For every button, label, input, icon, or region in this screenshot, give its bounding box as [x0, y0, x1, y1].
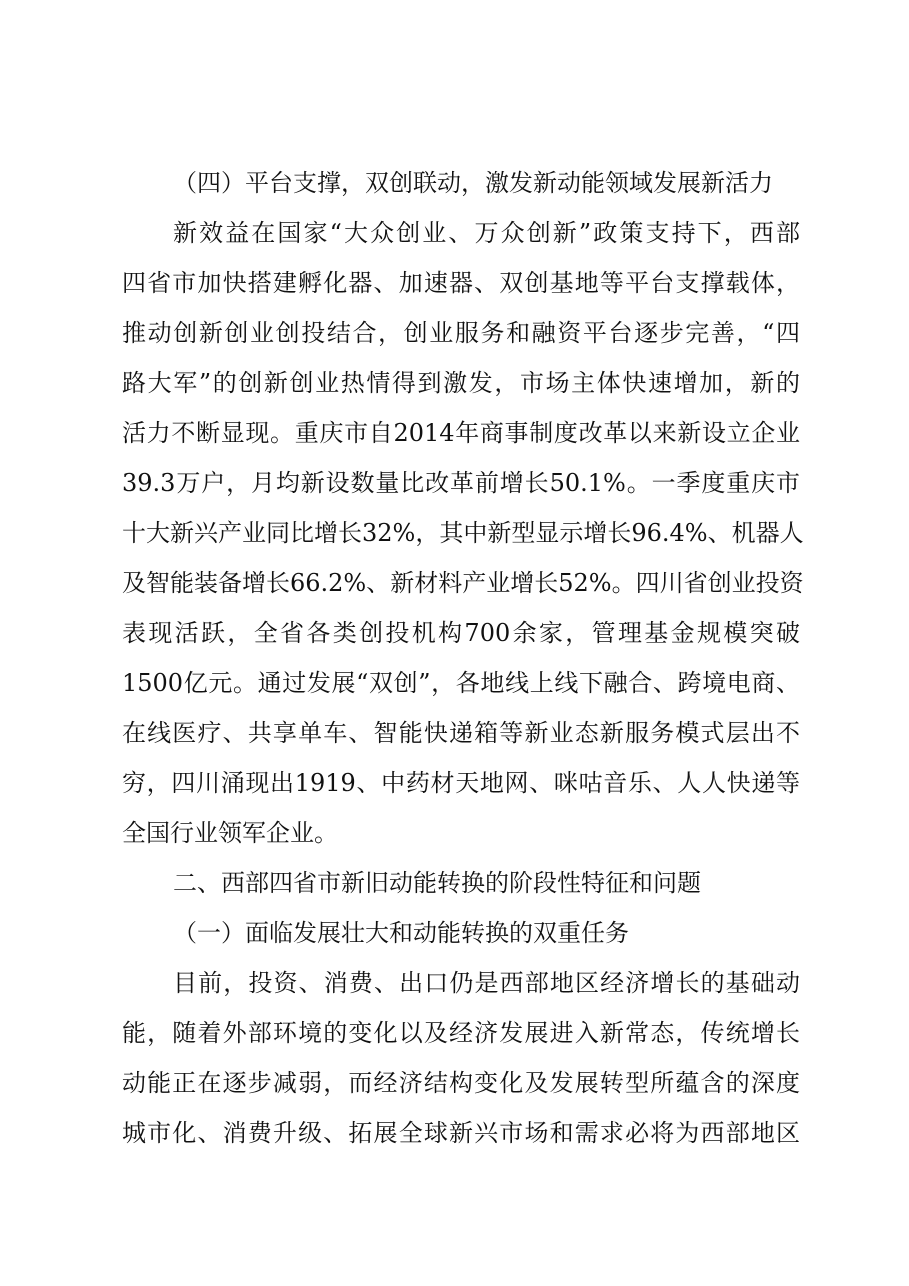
paragraph-line: 活力不断显现。重庆市自2014年商事制度改革以来新设立企业	[122, 419, 800, 447]
paragraph-line: 穷，四川涌现出1919、中药材天地网、咪咕音乐、人人快递等	[122, 769, 800, 797]
paragraph-line: 动能正在逐步减弱，而经济结构变化及发展转型所蕴含的深度	[122, 1069, 800, 1097]
subsection-heading: （一）面临发展壮大和动能转换的双重任务	[173, 919, 629, 947]
paragraph-line: 城市化、消费升级、拓展全球新兴市场和需求必将为西部地区	[122, 1119, 800, 1147]
paragraph-line: 能，随着外部环境的变化以及经济发展进入新常态，传统增长	[122, 1019, 800, 1047]
paragraph-line: 表现活跃，全省各类创投机构700余家，管理基金规模突破	[122, 619, 800, 647]
section-heading: 二、西部四省市新旧动能转换的阶段性特征和问题	[173, 869, 701, 897]
paragraph-line: 目前，投资、消费、出口仍是西部地区经济增长的基础动	[173, 969, 800, 997]
paragraph-line: 四省市加快搭建孵化器、加速器、双创基地等平台支撑载体，	[122, 269, 800, 297]
paragraph-line: 1500亿元。通过发展“双创”，各地线上线下融合、跨境电商、	[122, 669, 800, 697]
paragraph-line: 路大军”的创新创业热情得到激发，市场主体快速增加，新的	[122, 369, 800, 397]
paragraph-line: 39.3万户，月均新设数量比改革前增长50.1%。一季度重庆市	[122, 469, 800, 497]
paragraph-line: 十大新兴产业同比增长32%，其中新型显示增长96.4%、机器人	[122, 519, 804, 547]
paragraph-line: 全国行业领军企业。	[122, 819, 338, 847]
section-heading: （四）平台支撑，双创联动，激发新动能领域发展新活力	[173, 169, 773, 197]
paragraph-line: 新效益在国家“大众创业、万众创新”政策支持下，西部	[173, 219, 800, 247]
paragraph-line: 及智能装备增长66.2%、新材料产业增长52%。四川省创业投资	[122, 569, 804, 597]
paragraph-line: 在线医疗、共享单车、智能快递箱等新业态新服务模式层出不	[122, 719, 800, 747]
paragraph-line: 推动创新创业创投结合，创业服务和融资平台逐步完善，“四	[122, 319, 800, 347]
